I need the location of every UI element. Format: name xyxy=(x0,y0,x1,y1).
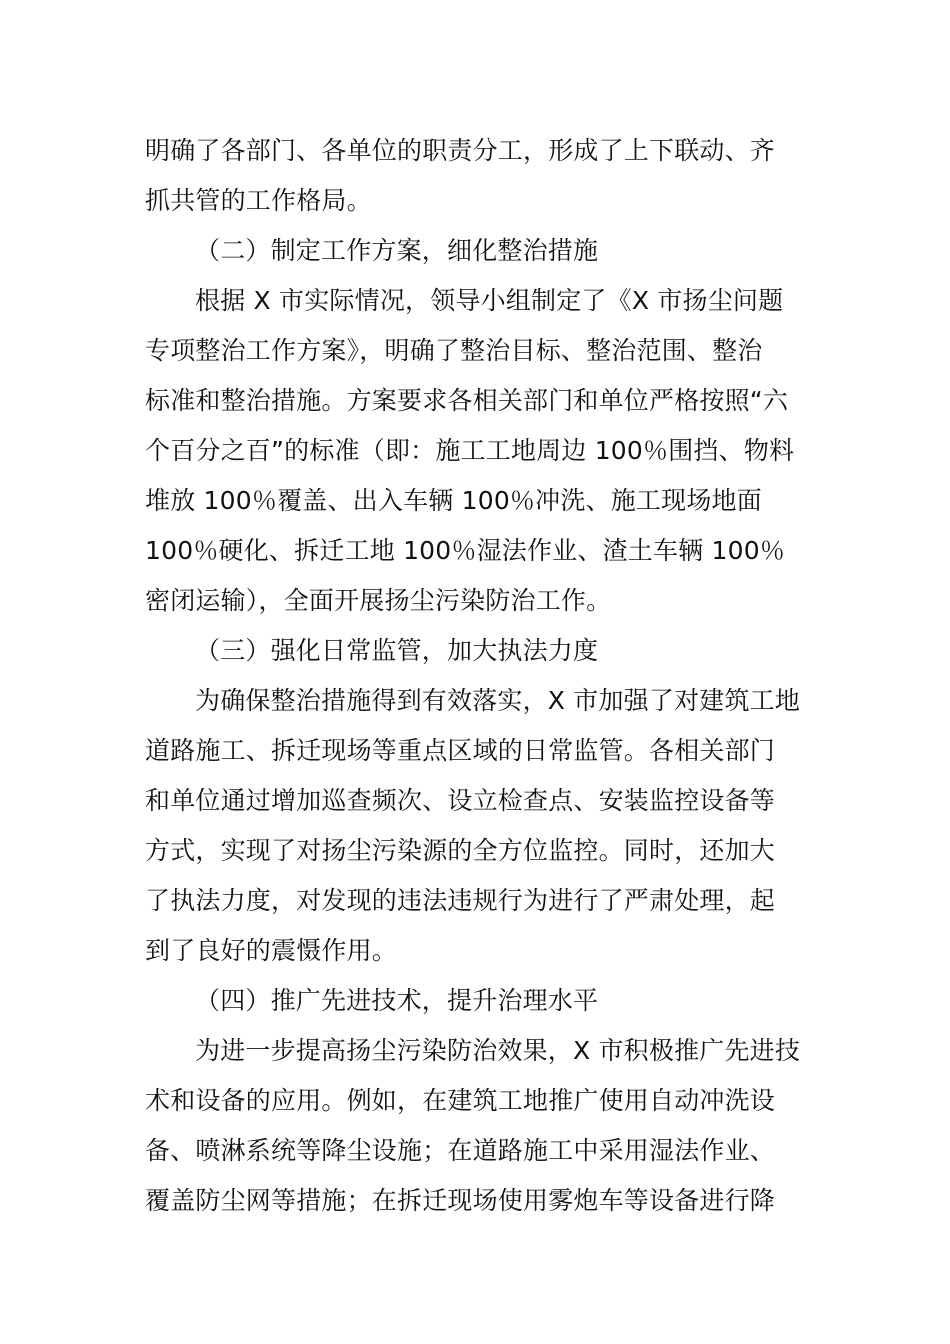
paragraph-line: 个百分之百”的标准（即：施工工地周边 100％围挡、物料 xyxy=(145,436,795,465)
paragraph-line: 和单位通过增加巡查频次、设立检查点、安装监控设备等 xyxy=(145,786,776,815)
section-heading: （二）制定工作方案，细化整治措施 xyxy=(195,236,599,265)
paragraph-line: 备、喷淋系统等降尘设施；在道路施工中采用湿法作业、 xyxy=(145,1136,776,1165)
paragraph-line: 覆盖防尘网等措施；在拆迁现场使用雾炮车等设备进行降 xyxy=(145,1186,776,1215)
paragraph-line: 专项整治工作方案》，明确了整治目标、整治范围、整治 xyxy=(145,336,763,365)
paragraph-line: 了执法力度，对发现的违法违规行为进行了严肃处理，起 xyxy=(145,886,776,915)
paragraph-line: 100％硬化、拆迁工地 100％湿法作业、渣土车辆 100％ xyxy=(145,536,786,565)
paragraph-line: 根据 X 市实际情况，领导小组制定了《X 市扬尘问题 xyxy=(195,286,784,315)
paragraph-line: 密闭运输），全面开展扬尘污染防治工作。 xyxy=(145,586,612,615)
paragraph-line: 方式，实现了对扬尘污染源的全方位监控。同时，还加大 xyxy=(145,836,776,865)
paragraph-line: 道路施工、拆迁现场等重点区域的日常监管。各相关部门 xyxy=(145,736,776,765)
section-heading: （三）强化日常监管，加大执法力度 xyxy=(195,636,599,665)
paragraph-line: 明确了各部门、各单位的职责分工，形成了上下联动、齐 xyxy=(145,136,776,165)
paragraph-line: 到了良好的震慑作用。 xyxy=(145,936,398,965)
paragraph-line: 标准和整治措施。方案要求各相关部门和单位严格按照“六 xyxy=(145,386,789,415)
paragraph-line: 堆放 100％覆盖、出入车辆 100％冲洗、施工现场地面 xyxy=(145,486,762,515)
section-heading: （四）推广先进技术，提升治理水平 xyxy=(195,986,599,1015)
paragraph-line: 抓共管的工作格局。 xyxy=(145,186,372,215)
paragraph-line: 为确保整治措施得到有效落实，X 市加强了对建筑工地 xyxy=(195,686,801,715)
paragraph-line: 为进一步提高扬尘污染防治效果，X 市积极推广先进技 xyxy=(195,1036,801,1065)
paragraph-line: 术和设备的应用。例如，在建筑工地推广使用自动冲洗设 xyxy=(145,1086,776,1115)
